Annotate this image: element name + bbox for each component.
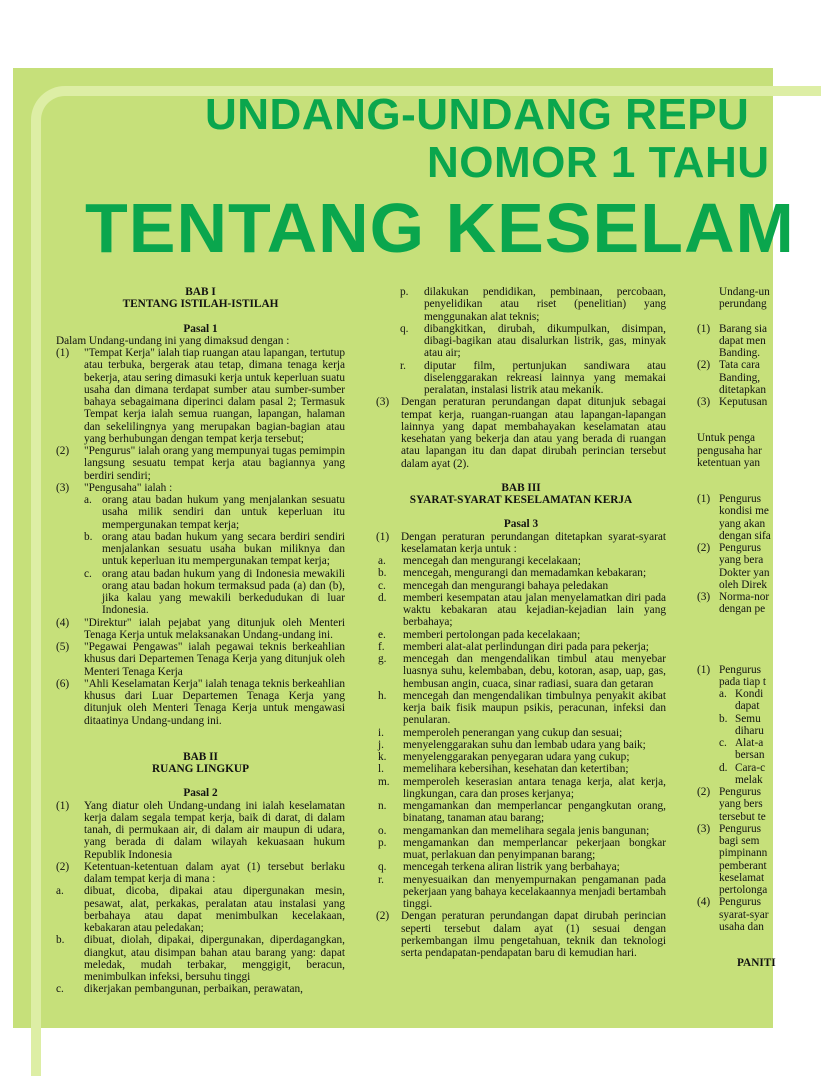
item-text: mencegah dan mengurangi bahaya peledakan [403, 579, 609, 592]
list-item [697, 323, 797, 335]
item-letter: b. [56, 934, 65, 947]
item-text: orang atau badan hukum yang menjalankan sesuatu usaha milik sendiri dan untuk keperluan itu mempergunakan tempat kerja; [102, 494, 345, 531]
column-3 [697, 286, 797, 969]
item-letter: r. [400, 359, 406, 372]
text-line: dapat men [719, 334, 766, 347]
item-text: Keputusan [719, 396, 768, 408]
item-number: (3) [376, 396, 390, 409]
list-item [697, 786, 797, 798]
list-item [56, 641, 345, 678]
item-text: Pengurus [719, 786, 762, 798]
item-number: (4) [697, 896, 711, 909]
item-text: Dengan peraturan perundangan ditetapkan syarat-syarat keselamatan kerja untuk : [401, 530, 666, 555]
list-item [376, 910, 666, 959]
item-text: Alat-a [735, 737, 764, 749]
item-letter: a. [84, 494, 92, 506]
item-letter: b. [84, 530, 93, 543]
list-item [697, 396, 797, 408]
item-text: dibuat, dicoba, dipakai atau dipergunakan mesin, pesawat, alat, perkakas, peralatan atau instalasi yang berbahaya atau dapat menimbulkan kecelakaan, kebakaran atau peledakan; [84, 885, 345, 934]
text-line: yang bera [719, 554, 764, 567]
text-line: pengusaha har [697, 444, 762, 457]
list-subitem [376, 580, 666, 592]
item-text: "Direktur" ialah pejabat yang ditunjuk oleh Menteri Tenaga Kerja untuk melaksanakan Undang-undang ini. [84, 616, 345, 641]
list-subitem [376, 874, 666, 911]
item-number: (6) [56, 677, 70, 690]
bab-1-heading: BAB I [185, 286, 216, 298]
item-number: (3) [56, 481, 70, 494]
list-subitem [376, 360, 666, 397]
title-line-3: TENTANG KESELAM [85, 189, 795, 267]
list-subitem [376, 555, 666, 567]
panitia-heading: PANITI [737, 957, 776, 969]
bab-2-title: RUANG LINGKUP [152, 763, 249, 775]
item-text: Pengurus [719, 896, 762, 909]
item-letter: c. [378, 579, 386, 592]
list-item [56, 482, 345, 494]
item-number: (4) [56, 616, 70, 629]
item-text: orang atau badan hukum yang di Indonesia mewakili orang atau badan hokum termaksud pada (a) dan (b), jika kalau yang mewakili berkedudukan di luar Indonesia. [102, 567, 345, 617]
text-line: yang akan [719, 517, 766, 530]
item-text: "Ahli Keselamatan Kerja" ialah tenaga teknis berkeahlian khusus dari Luar Departemen Tenaga Kerja yang ditunjuk oleh Menteri Tenaga Kerja untuk mengawasi ditaatinya Undang-undang ini. [84, 677, 345, 727]
item-text: memelihara kebersihan, kesehatan dan ketertiban; [403, 763, 629, 776]
text-line: dapat [735, 700, 760, 713]
bab-3-heading: BAB III [501, 481, 541, 494]
list-subitem [376, 800, 666, 825]
item-text: mencegah dan mengurangi kecelakaan; [403, 555, 581, 567]
text-line: dengan pe [719, 603, 766, 616]
item-number: (1) [697, 493, 711, 505]
item-letter: f. [378, 640, 385, 653]
pasal-1-intro: Dalam Undang-undang ini yang dimaksud dengan : [56, 334, 290, 347]
list-subitem [376, 567, 666, 579]
bab-1-title: TENTANG ISTILAH-ISTILAH [122, 298, 279, 311]
text-line: melak [735, 773, 763, 786]
list-subitem [56, 494, 345, 531]
list-item [697, 359, 797, 371]
item-letter: k. [378, 751, 387, 763]
column-1 [56, 286, 345, 996]
item-letter: c. [719, 737, 727, 749]
item-text: "Pengurus" ialah orang yang mempunyai tugas pemimpin langsung sesuatu tempat kerja atau bagiannya yang berdiri sendiri; [84, 445, 345, 482]
item-letter: m. [378, 775, 390, 788]
text-line: ditetapkan [719, 383, 767, 396]
list-item [56, 445, 345, 482]
item-text: dibangkitkan, dirubah, dikumpulkan, disimpan, dibagi-bagikan atau disalurkan listrik, gas, minyak atau air; [424, 322, 666, 360]
column-2 [376, 286, 666, 959]
item-text: menyelenggarakan suhu dan lembab udara yang baik; [403, 738, 646, 751]
item-letter: r. [378, 873, 384, 886]
item-letter: a. [56, 885, 64, 898]
item-text: dibuat, diolah, dipakai, dipergunakan, diperdagangkan, diangkut, atau disimpan bahan atau barang yang: dapat meledak, mudah terbakar, menggigit, beracun, menimbulkan infeksi, bersuhu tinggi [84, 934, 345, 983]
item-letter: c. [56, 983, 64, 996]
list-subitem [376, 629, 666, 641]
list-subitem [376, 323, 666, 360]
item-letter: e. [378, 628, 386, 641]
item-number: (3) [697, 396, 711, 408]
poster-background [13, 68, 795, 1028]
item-text: memberi kesempatan atau jalan menyelamatkan diri pada waktu kebakaran atau kejadian-kejadian lain yang berbahaya; [403, 591, 666, 629]
text-line: syarat-syar [719, 908, 769, 921]
list-item [697, 542, 797, 554]
item-number: (2) [376, 910, 390, 923]
item-text: mengamankan dan memperlancar pengangkutan orang, binatang, tanaman atau barang; [403, 800, 666, 825]
list-subitem [376, 653, 666, 690]
text-line: Undang-un [719, 286, 770, 298]
item-text: menyesuaikan dan menyempurnakan pengamanan pada pekerjaan yang bahaya kecelakaannya menjadi bertambah tinggi. [403, 873, 666, 910]
item-text: mencegah dan mengendalikan timbulnya penyakit akibat kerja baik fisik maupun psikis, peracunan, infeksi dan penularan. [403, 689, 666, 727]
list-subitem [56, 531, 345, 568]
item-letter: o. [378, 824, 387, 837]
list-subitem [376, 286, 666, 323]
item-number: (2) [56, 860, 70, 873]
text-line: keselamat [719, 871, 765, 884]
item-letter: a. [378, 555, 386, 567]
list-subitem [697, 737, 797, 749]
title-line-2: NOMOR 1 TAHU [427, 138, 770, 187]
item-letter: d. [378, 591, 387, 604]
text-line: dengan sifa [719, 529, 771, 542]
item-text: Semu [735, 712, 761, 725]
item-text: dikerjakan pembangunan, perbaikan, perawatan, [84, 983, 303, 996]
item-letter: q. [400, 322, 409, 335]
item-letter: g. [378, 653, 387, 665]
list-item [56, 678, 345, 727]
list-item [376, 396, 666, 470]
item-letter: n. [378, 800, 387, 812]
pasal-2-heading: Pasal 2 [183, 787, 218, 800]
item-text: Pengurus [719, 493, 762, 505]
bab-2-heading: BAB II [183, 750, 218, 763]
item-letter: a. [719, 688, 727, 700]
list-subitem [376, 739, 666, 751]
list-subitem [376, 727, 666, 739]
text-line: oleh Direk [719, 578, 767, 591]
list-item [697, 493, 797, 505]
list-subitem [697, 713, 797, 725]
item-text: Barang sia [719, 322, 767, 335]
item-text: menyelenggarakan penyegaran udara yang cukup; [403, 751, 630, 763]
list-item [56, 347, 345, 445]
bab-3-title: SYARAT-SYARAT KESELAMATAN KERJA [409, 494, 633, 506]
item-number: (1) [56, 799, 70, 812]
text-line: diharu [735, 724, 764, 737]
item-text: Norma-nor [719, 591, 770, 603]
item-text: Dengan peraturan perundangan dapat dirubah perincian seperti tersebut dalam ayat (1) sesuai dengan perkembangan ilmu pengetahuan, teknik dan teknologi serta pendapatan-pendapatan baru di kemudian hari. [401, 910, 666, 959]
item-text: Yang diatur oleh Undang-undang ini ialah keselamatan kerja dalam segala tempat kerja, baik di darat, di dalam tanah, di permukaan air, di dalam air maupun di udara, yang berada di dalam wilayah kekuasaan hukum Republik Indonesia [84, 799, 345, 861]
list-subitem [376, 690, 666, 727]
list-subitem [56, 983, 345, 995]
text-line: Banding. [719, 347, 761, 359]
list-item [697, 896, 797, 908]
text-line: tersebut te [719, 810, 766, 823]
item-text: mencegah terkena aliran listrik yang berbahaya; [403, 861, 620, 874]
item-letter: j. [378, 738, 384, 751]
text-line: pertolonga [719, 884, 768, 896]
item-number: (2) [697, 359, 711, 372]
item-text: memberi alat-alat perlindungan diri pada para pekerja; [403, 640, 649, 653]
item-number: (2) [697, 542, 711, 554]
text-line: usaha dan [719, 920, 764, 933]
item-letter: q. [378, 861, 387, 874]
item-letter: b. [719, 712, 728, 725]
list-item [697, 823, 797, 835]
list-subitem [376, 776, 666, 801]
text-line: pada tiap t [719, 675, 767, 688]
item-text: diputar film, pertunjukan sandiwara atau diselenggarakan rekreasi lainnya yang memakai peralatan, instalasi listrik atau mekanik. [424, 359, 666, 396]
pasal-1-heading: Pasal 1 [183, 322, 218, 335]
item-text: mengamankan dan memelihara segala jenis bangunan; [403, 824, 650, 837]
text-line: ketentuan yan [697, 456, 761, 469]
item-text: Cara-c [735, 761, 766, 774]
item-text: orang atau badan hukum yang secara berdiri sendiri menjalankan sesuatu usaha bukan miliknya dan untuk keperluan itu mempergunakan tempat kerja; [102, 530, 345, 568]
item-number: (1) [376, 530, 390, 543]
item-letter: c. [84, 567, 92, 580]
text-line: Banding, [719, 371, 761, 384]
item-number: (3) [697, 591, 711, 603]
list-subitem [376, 592, 666, 629]
item-letter: h. [378, 689, 387, 702]
list-item [376, 531, 666, 556]
list-subitem [56, 885, 345, 934]
item-text: mencegah, mengurangi dan memadamkan kebakaran; [403, 567, 647, 580]
list-item [56, 617, 345, 642]
list-subitem [376, 837, 666, 862]
item-text: memberi pertolongan pada kecelakaan; [403, 628, 581, 641]
item-text: Pengurus [719, 663, 762, 676]
list-item [697, 664, 797, 676]
text-line: Untuk penga [697, 432, 756, 445]
item-letter: d. [719, 761, 728, 774]
list-subitem [56, 568, 345, 617]
item-text: Pengurus [719, 822, 762, 835]
item-number: (2) [56, 445, 70, 457]
item-number: (5) [56, 641, 70, 653]
item-text: "Pengusaha" ialah : [84, 481, 173, 494]
item-letter: b. [378, 567, 387, 580]
item-text: Ketentuan-ketentuan dalam ayat (1) tersebut berlaku dalam tempat kerja di mana : [84, 860, 345, 885]
text-line: yang bers [719, 798, 763, 811]
list-subitem [376, 861, 666, 873]
item-text: mengamankan dan memperlancar pekerjaan bongkar muat, perlakuan dan penyimpanan barang; [403, 836, 666, 861]
item-number: (1) [56, 347, 70, 359]
text-line: Dokter yan [719, 566, 770, 579]
item-number: (1) [697, 663, 711, 676]
text-line: pemberant [719, 859, 767, 872]
list-subitem [376, 763, 666, 775]
list-subitem [56, 934, 345, 983]
title-line-1: UNDANG-UNDANG REPU [205, 90, 750, 139]
list-subitem [376, 825, 666, 837]
item-number: (3) [697, 822, 711, 835]
item-number: (2) [697, 786, 711, 798]
list-item [697, 591, 797, 603]
text-line: bersan [735, 749, 765, 762]
item-text: Tata cara [719, 359, 760, 372]
item-number: (1) [697, 322, 711, 335]
item-letter: l. [378, 763, 384, 776]
list-subitem [697, 762, 797, 774]
item-text: Pengurus [719, 542, 762, 554]
item-text: "Pegawai Pengawas" ialah pegawai teknis berkeahlian khusus dari Departemen Tenaga Kerja yang ditunjuk oleh Menteri Tenaga Kerja [84, 641, 345, 678]
item-letter: p. [378, 836, 387, 849]
item-text: mencegah dan mengendalikan timbul atau menyebar luasnya suhu, kelembaban, debu, kotoran, asap, uap, gas, hembusan angin, cuaca, sinar radiasi, suara dan getaran [403, 653, 666, 690]
item-text: Dengan peraturan perundangan dapat ditunjuk sebagai tempat kerja, ruangan-ruangan atau lapangan-lapangan lainnya yang dapat membahayakan keselamatan atau kesehatan yang bekerja dan atau yang berada di ruangan atau lapangan itu dan dapat dirubah perincian tersebut dalam ayat (2). [401, 396, 666, 470]
list-item [56, 861, 345, 886]
text-line: pimpinann [719, 847, 768, 860]
item-text: dilakukan pendidikan, pembinaan, percobaan, penyelidikan atau riset (penelitian) yang menggunakan alat teknis; [424, 286, 666, 323]
text-line: kondisi me [719, 505, 769, 518]
item-text: Kondi [735, 688, 764, 700]
list-subitem [376, 641, 666, 653]
list-subitem [697, 688, 797, 700]
item-letter: i. [378, 726, 384, 739]
pasal-3-heading: Pasal 3 [503, 518, 539, 531]
list-item [56, 800, 345, 861]
item-text: memperoleh keserasian antara tenaga kerja, alat kerja, lingkungan, cara dan proses kerjanya; [403, 775, 666, 800]
text-line: perundang [719, 298, 767, 311]
item-letter: p. [400, 286, 409, 298]
item-text: "Tempat Kerja" ialah tiap ruangan atau lapangan, tertutup atau terbuka, bergerak atau tetap, dimana tenaga kerja bekerja, atau sering dimasuki kerja untuk keperluan suatu usaha dan dimana terdapat sumber atau sumber-sumber bahaya sebagaimana diperinci dalam pasal 2; Termasuk Tempat kerja ialah semua ruangan, lapangan, halaman dan sekelilingnya yang merupakan bagian-bagian atau yang berhubungan dengan tempat kerja tersebut; [84, 347, 345, 445]
text-line: bagi sem [719, 835, 760, 847]
item-text: memperoleh penerangan yang cukup dan sesuai; [403, 726, 623, 739]
list-subitem [376, 751, 666, 763]
